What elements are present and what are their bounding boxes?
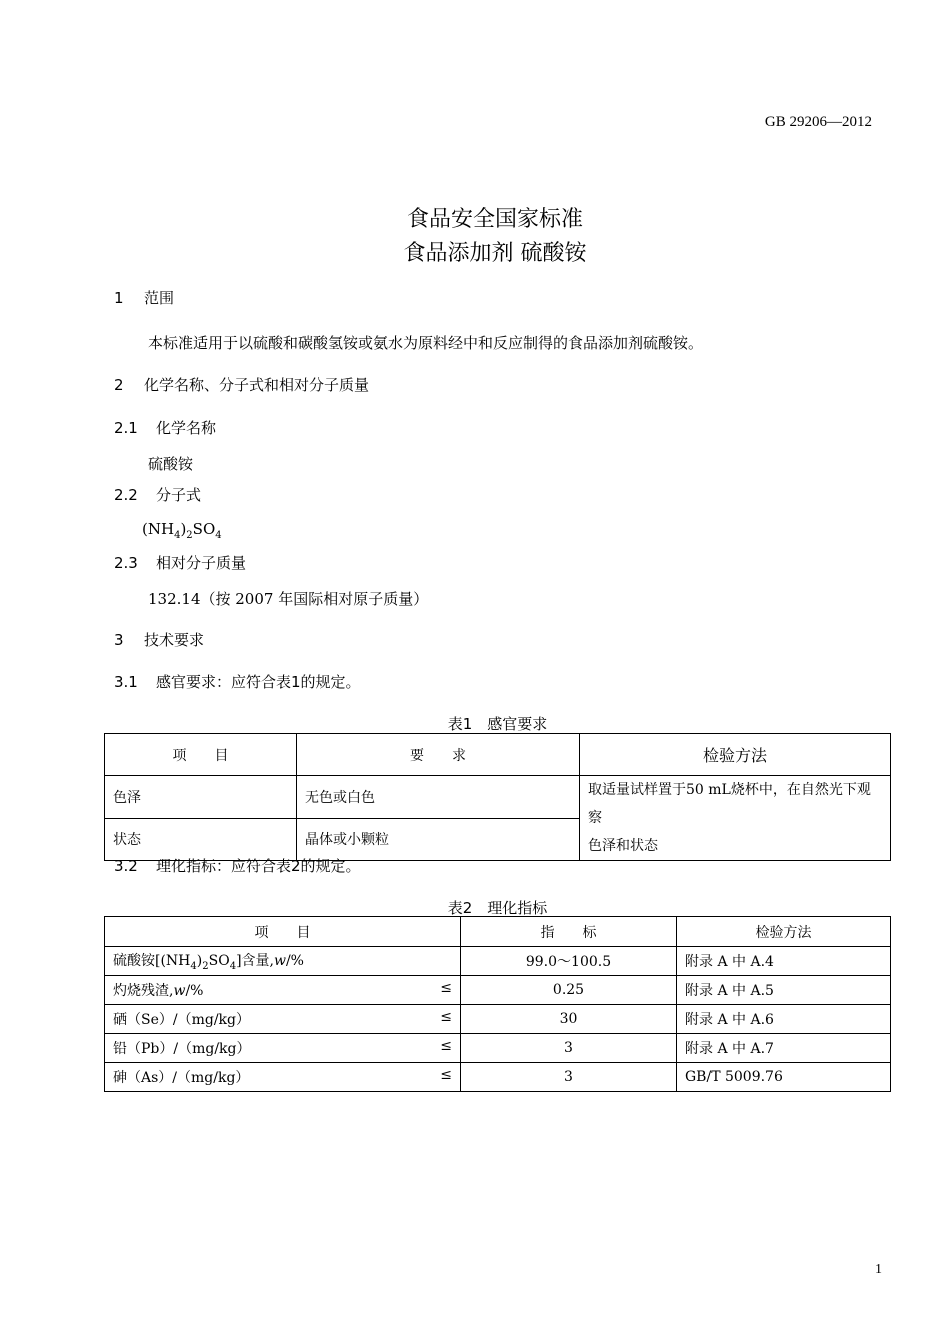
table1-method: 取适量试样置于50 mL烧杯中，在自然光下观察 色泽和状态 <box>580 776 891 861</box>
table2-caption: 表2 理化指标 <box>447 899 548 917</box>
page-number: 1 <box>875 1262 882 1277</box>
table2-value: 99.0～100.5 <box>461 947 677 976</box>
section-1-text: 本标准适用于以硫酸和碳酸氢铵或氨水为原料经中和反应制得的食品添加剂硫酸铵。 <box>148 334 704 352</box>
table2-method: 附录 A 中 A.7 <box>677 1034 891 1063</box>
title-line-2: 食品添加剂 硫酸铵 <box>403 241 587 266</box>
table2-value: 3 <box>461 1063 677 1092</box>
table-row <box>105 1063 891 1092</box>
section-2-2-heading: 2.2 分子式 <box>114 486 202 504</box>
table2 <box>104 916 891 1092</box>
table2-item: 铅（Pb）/（mg/kg） ≤ <box>105 1034 461 1063</box>
table2-header-method: 检验方法 <box>677 917 891 947</box>
section-1-heading: 1 范围 <box>114 289 175 307</box>
table2-value: 0.25 <box>461 976 677 1005</box>
table1 <box>104 733 891 861</box>
table2-item: 灼烧残渣,w/% ≤ <box>105 976 461 1005</box>
table1-req: 晶体或小颗粒 <box>297 818 580 861</box>
standard-number: GB 29206—2012 <box>764 114 872 130</box>
title-line-1: 食品安全国家标准 <box>406 207 583 232</box>
chemical-name: 硫酸铵 <box>148 455 194 473</box>
table-row <box>105 776 891 819</box>
table2-method: 附录 A 中 A.5 <box>677 976 891 1005</box>
table2-item: 硒（Se）/（mg/kg） ≤ <box>105 1005 461 1034</box>
table1-item: 状态 <box>105 818 297 861</box>
section-3-1-heading: 3.1 感官要求：应符合表1的规定。 <box>114 673 361 691</box>
table2-method: GB/T 5009.76 <box>677 1063 891 1092</box>
section-3-2-heading: 3.2 理化指标：应符合表2的规定。 <box>114 857 361 875</box>
table2-header-row <box>105 917 891 947</box>
molecular-formula: $(NH_4)_2SO_4$ <box>142 520 222 541</box>
le-sign: ≤ <box>440 980 452 996</box>
table1-header-item: 项 目 <box>105 734 297 776</box>
molecular-mass: 132.14（按 2007 年国际相对原子质量） <box>148 590 429 608</box>
table2-header-value: 指 标 <box>461 917 677 947</box>
table2-value: 30 <box>461 1005 677 1034</box>
section-2-heading: 2 化学名称、分子式和相对分子质量 <box>114 376 370 394</box>
table2-header-item: 项 目 <box>105 917 461 947</box>
table1-caption: 表1 感官要求 <box>447 715 548 733</box>
table-row <box>105 947 891 976</box>
table2-method: 附录 A 中 A.4 <box>677 947 891 976</box>
section-2-1-heading: 2.1 化学名称 <box>114 419 217 437</box>
table1-header-method: 检验方法 <box>580 734 891 776</box>
section-3-heading: 3 技术要求 <box>114 631 205 649</box>
table2-item: 砷（As）/（mg/kg） ≤ <box>105 1063 461 1092</box>
table1-header-req: 要 求 <box>297 734 580 776</box>
table2-value: 3 <box>461 1034 677 1063</box>
table1-header-row <box>105 734 891 776</box>
section-2-3-heading: 2.3 相对分子质量 <box>114 554 247 572</box>
table2-item: 硫酸铵$[(NH_4)_2SO_4]$含量,w/% <box>105 947 461 976</box>
table-row <box>105 1034 891 1063</box>
table1-item: 色泽 <box>105 776 297 819</box>
table-row <box>105 976 891 1005</box>
table2-method: 附录 A 中 A.6 <box>677 1005 891 1034</box>
table1-req: 无色或白色 <box>297 776 580 819</box>
le-sign: ≤ <box>440 1067 452 1083</box>
le-sign: ≤ <box>440 1009 452 1025</box>
table-row <box>105 1005 891 1034</box>
le-sign: ≤ <box>440 1038 452 1054</box>
